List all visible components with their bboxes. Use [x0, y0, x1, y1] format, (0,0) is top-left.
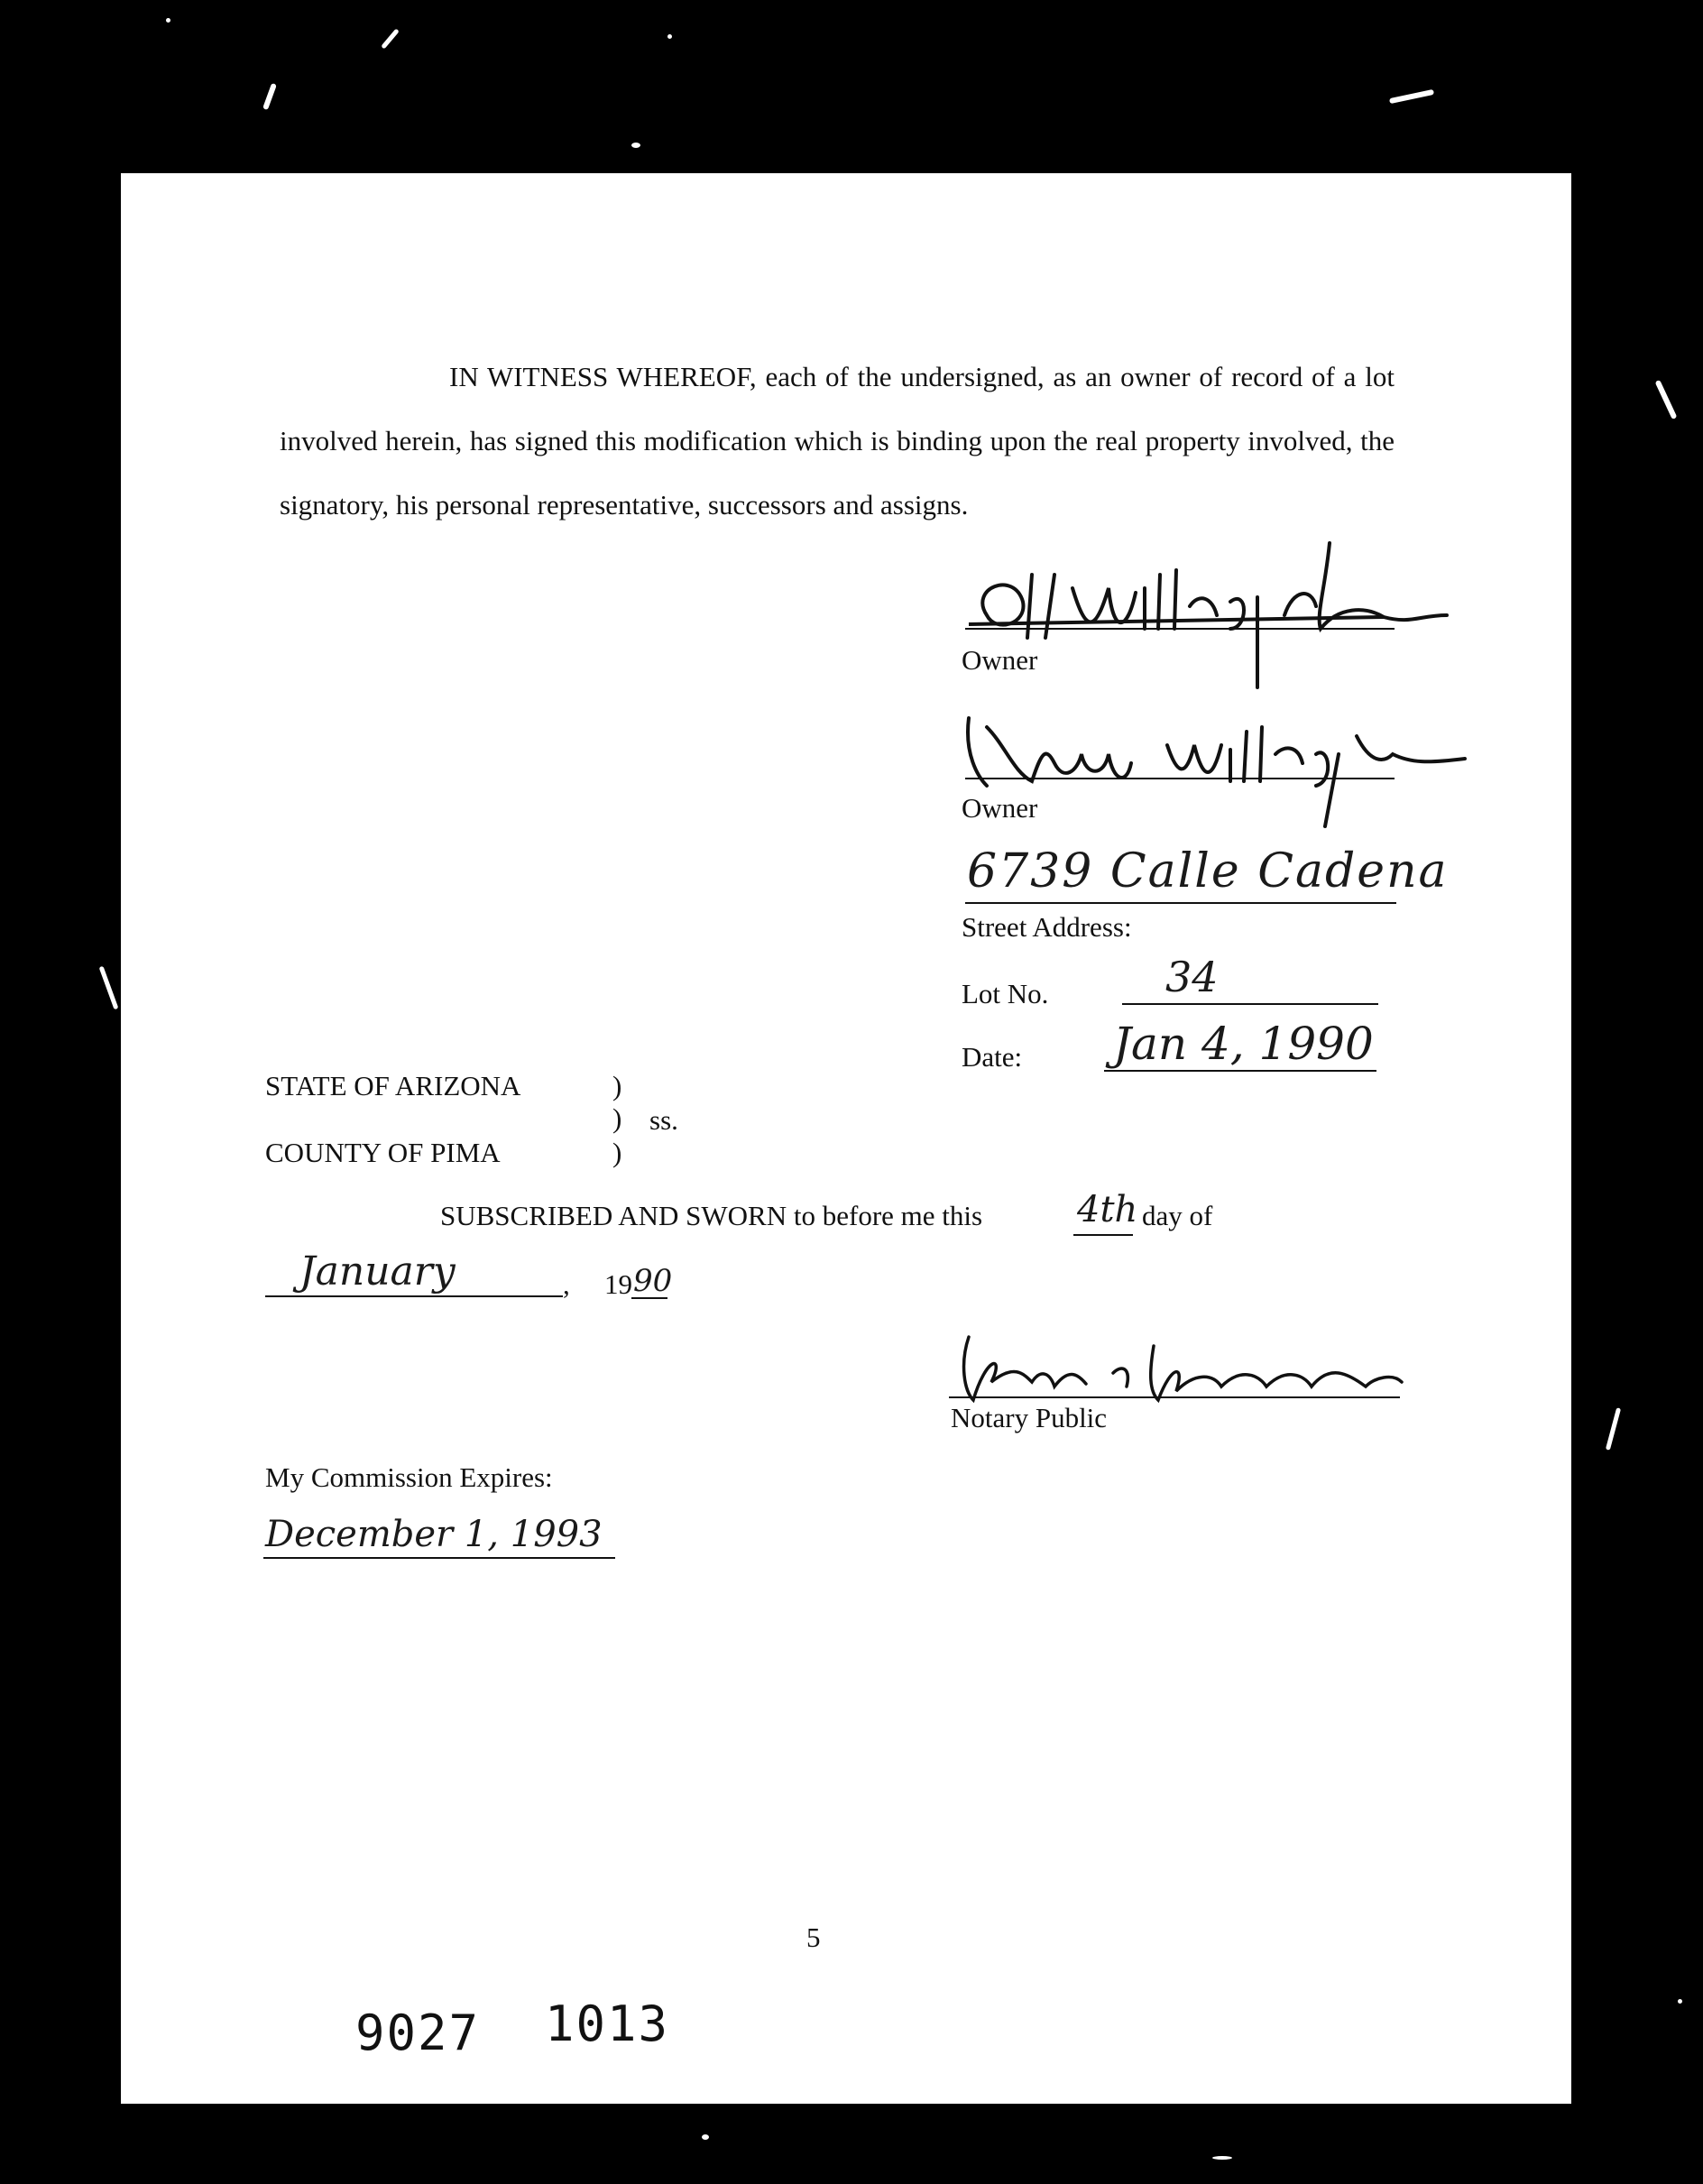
document-page — [121, 173, 1571, 2104]
notary-signature — [951, 1319, 1402, 1409]
lot-number-value: 34 — [1165, 953, 1219, 1001]
page-number: 5 — [806, 1921, 821, 1953]
jurat-day-suffix: day of — [1142, 1200, 1213, 1231]
commission-label: My Commission Expires: — [265, 1461, 553, 1493]
bracket-3: ) — [612, 1137, 622, 1168]
witness-paragraph — [280, 345, 1395, 537]
street-address-value: 6739 Calle Cadena — [967, 844, 1449, 898]
lot-number-label: Lot No. — [962, 978, 1049, 1009]
owner1-label: Owner — [962, 644, 1038, 676]
jurat-year: 90 — [633, 1263, 673, 1299]
jurat-prefix: SUBSCRIBED AND SWORN to before me this — [440, 1200, 983, 1231]
county-label: COUNTY OF PIMA — [265, 1137, 501, 1168]
witness-text: IN WITNESS WHEREOF, each of the undersigned, as an owner of record of a lot involved herein, has signed this modification which is binding upon the real property involved, the signatory, his personal representative, successors and assigns. — [280, 361, 1395, 521]
notary-label: Notary Public — [951, 1402, 1108, 1433]
stamp-number-left: 9027 — [355, 2004, 481, 2061]
date-value: Jan 4, 1990 — [1113, 1018, 1374, 1070]
street-address-label: Street Address: — [962, 911, 1132, 943]
comma: , — [563, 1268, 570, 1300]
state-label: STATE OF ARIZONA — [265, 1070, 521, 1101]
ss-label: ss. — [649, 1104, 678, 1136]
commission-value: December 1, 1993 — [265, 1514, 603, 1555]
jurat-year-prefix: 19 — [604, 1268, 632, 1300]
stamp-number-right: 1013 — [545, 1995, 670, 2052]
jurat-month: January — [299, 1249, 456, 1295]
date-label: Date: — [962, 1041, 1023, 1073]
owner2-label: Owner — [962, 792, 1038, 824]
bracket-2: ) — [612, 1102, 622, 1134]
bracket-1: ) — [612, 1070, 622, 1101]
jurat-day: 4th — [1077, 1189, 1138, 1230]
